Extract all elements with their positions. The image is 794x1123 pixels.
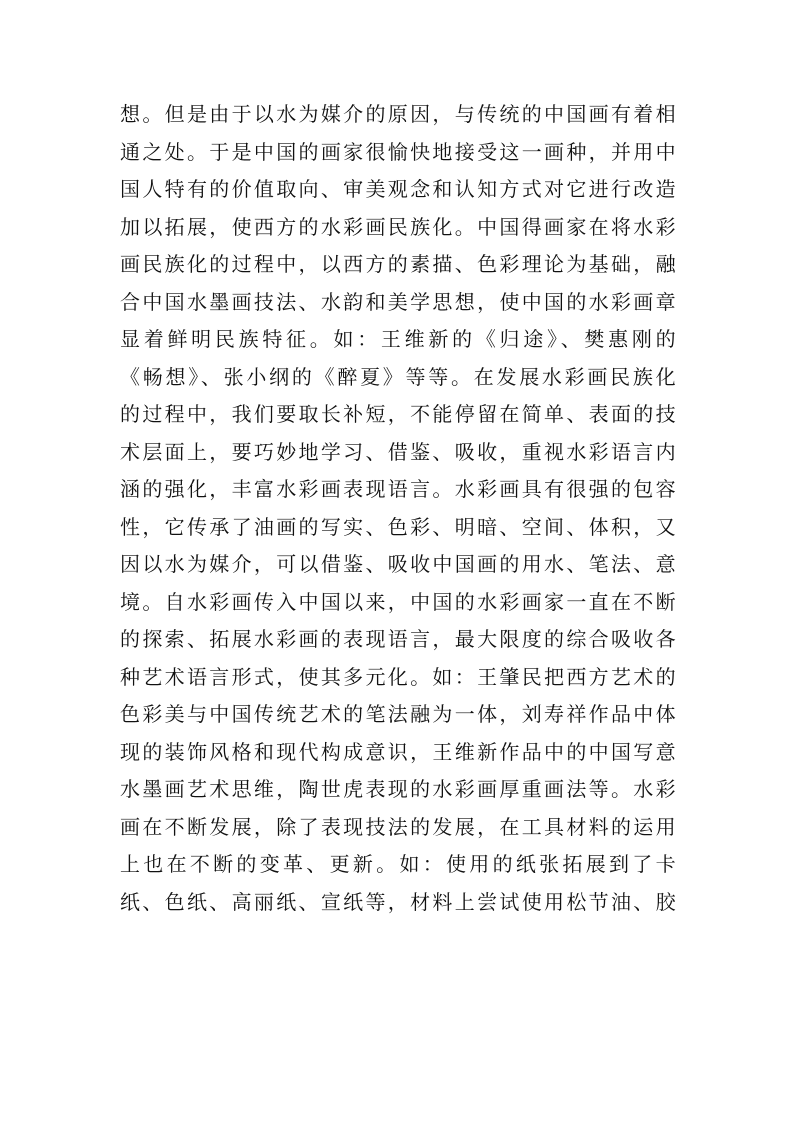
text-line: 加以拓展，使西方的水彩画民族化。中国得画家在将水彩: [120, 214, 676, 239]
text-line: 的探索、拓展水彩画的表现语言，最大限度的综合吸收各: [120, 627, 676, 651]
text-line: 水墨画艺术思维，陶世虎表现的水彩画厚重画法等。水彩: [120, 777, 676, 801]
text-line: 境。自水彩画传入中国以来，中国的水彩画家一直在不断: [120, 589, 676, 614]
text-line: 画民族化的过程中，以西方的素描、色彩理论为基础，融: [120, 252, 676, 276]
body-paragraph: [120, 96, 676, 921]
text-line: 纸、色纸、高丽纸、宣纸等，材料上尝试使用松节油、胶: [120, 889, 676, 914]
text-line: 《畅想》、张小纲的《醉夏》等等。在发展水彩画民族化: [120, 364, 676, 389]
text-line: 想。但是由于以水为媒介的原因，与传统的中国画有着相: [120, 102, 676, 126]
text-line: 合中国水墨画技法、水韵和美学思想，使中国的水彩画章: [120, 289, 676, 314]
text-line: 性，它传承了油画的写实、色彩、明暗、空间、体积，又: [120, 514, 676, 539]
text-line: 上也在不断的变革、更新。如：使用的纸张拓展到了卡: [120, 852, 676, 876]
text-line: 国人特有的价值取向、审美观念和认知方式对它进行改造: [120, 177, 676, 201]
text-line: 种艺术语言形式，使其多元化。如：王肇民把西方艺术的: [120, 664, 676, 689]
text-line: 现的装饰风格和现代构成意识，王维新作品中的中国写意: [120, 739, 676, 764]
text-line: 因以水为媒介，可以借鉴、吸收中国画的用水、笔法、意: [120, 552, 676, 576]
text-line: 色彩美与中国传统艺术的笔法融为一体，刘寿祥作品中体: [120, 702, 676, 726]
text-line: 画在不断发展，除了表现技法的发展，在工具材料的运用: [120, 814, 676, 839]
text-line: 的过程中，我们要取长补短，不能停留在简单、表面的技: [120, 402, 676, 426]
text-line: 通之处。于是中国的画家很愉快地接受这一画种，并用中: [120, 139, 676, 164]
text-line: 术层面上，要巧妙地学习、借鉴、吸收，重视水彩语言内: [120, 439, 676, 464]
text-line: 涵的强化，丰富水彩画表现语言。水彩画具有很强的包容: [120, 477, 676, 501]
text-line: 显着鲜明民族特征。如：王维新的《归途》、樊惠刚的: [120, 327, 676, 351]
